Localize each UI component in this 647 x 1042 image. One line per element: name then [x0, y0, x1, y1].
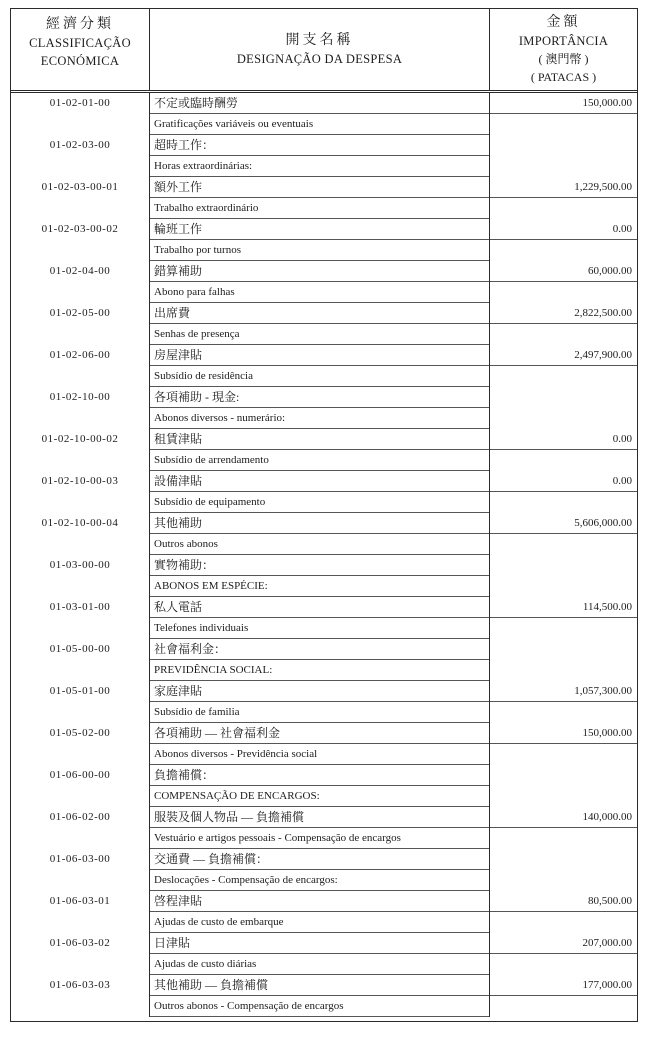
- amount-value: 5,606,000.00: [490, 513, 637, 534]
- amount-spacer: [490, 954, 637, 975]
- classification-code: 01-05-01-00: [49, 685, 111, 697]
- amount-value: [490, 387, 637, 408]
- classification-code: 01-02-03-00-02: [41, 223, 119, 235]
- designation-pt: COMPENSAÇÃO DE ENCARGOS:: [150, 786, 489, 807]
- header-amount-currency-zh: ( 澳門幣 ): [538, 52, 589, 66]
- expense-designation-cell: [149, 93, 490, 135]
- amount-value: 0.00: [490, 219, 637, 240]
- amount-value: 140,000.00: [490, 807, 637, 828]
- amount-value: 207,000.00: [490, 933, 637, 954]
- designation-zh: 設備津貼: [150, 471, 489, 492]
- designation-pt: Ajudas de custo diárias: [150, 954, 489, 975]
- designation-pt: Subsídio de arrendamento: [150, 450, 489, 471]
- amount-spacer: [490, 366, 637, 387]
- classification-code: 01-02-10-00-02: [41, 433, 119, 445]
- designation-pt: Gratificações variáveis ou eventuais: [150, 114, 489, 135]
- expense-designation-cell: [149, 513, 490, 555]
- header-classification-pt-2: ECONÓMICA: [40, 54, 120, 68]
- amount-spacer: [490, 786, 637, 807]
- amount-cell: [490, 681, 637, 723]
- expense-designation-cell: [149, 933, 490, 975]
- expense-designation-cell: [149, 261, 490, 303]
- amount-spacer: [490, 114, 637, 135]
- header-classification-zh: 經濟分類: [46, 17, 114, 32]
- designation-zh: 家庭津貼: [150, 681, 489, 702]
- amount-value: 1,229,500.00: [490, 177, 637, 198]
- table-row: [11, 429, 637, 471]
- amount-spacer: [490, 660, 637, 681]
- designation-zh: 日津貼: [150, 933, 489, 954]
- header-amount-pt: IMPORTÂNCIA: [518, 34, 609, 48]
- amount-cell: [490, 135, 637, 177]
- designation-pt: Abonos diversos - Previdência social: [150, 744, 489, 765]
- classification-code: 01-06-03-01: [49, 895, 111, 907]
- table-row: [11, 303, 637, 345]
- amount-spacer: [490, 534, 637, 555]
- amount-spacer: [490, 828, 637, 849]
- designation-pt: Horas extraordinárias:: [150, 156, 489, 177]
- amount-value: [490, 765, 637, 786]
- amount-value: 60,000.00: [490, 261, 637, 282]
- budget-table: [10, 8, 638, 1022]
- expense-designation-cell: [149, 177, 490, 219]
- amount-value: 150,000.00: [490, 723, 637, 744]
- amount-cell: [490, 807, 637, 849]
- header-classification-pt-1: CLASSIFICAÇÃO: [29, 36, 131, 50]
- designation-zh: 交通費 — 負擔補償：: [150, 849, 489, 870]
- expense-designation-cell: [149, 765, 490, 807]
- amount-value: 0.00: [490, 471, 637, 492]
- amount-cell: [490, 597, 637, 639]
- amount-spacer: [490, 156, 637, 177]
- expense-designation-cell: [149, 807, 490, 849]
- amount-cell: [490, 93, 637, 135]
- expense-designation-cell: [149, 219, 490, 261]
- designation-pt: Abono para falhas: [150, 282, 489, 303]
- designation-zh: 私人電話: [150, 597, 489, 618]
- table-row: [11, 723, 637, 765]
- amount-spacer: [490, 450, 637, 471]
- table-row: [11, 975, 637, 1017]
- amount-cell: [490, 555, 637, 597]
- amount-spacer: [490, 492, 637, 513]
- amount-value: 177,000.00: [490, 975, 637, 996]
- table-row: [11, 597, 637, 639]
- amount-spacer: [490, 744, 637, 765]
- classification-code: 01-06-00-00: [49, 769, 111, 781]
- amount-spacer: [490, 702, 637, 723]
- amount-cell: [490, 429, 637, 471]
- header-designation-zh: 開支名稱: [285, 33, 354, 48]
- designation-pt: Deslocações - Compensação de encargos:: [150, 870, 489, 891]
- expense-designation-cell: [149, 429, 490, 471]
- expense-designation-cell: [149, 849, 490, 891]
- amount-value: 0.00: [490, 429, 637, 450]
- expense-designation-cell: [149, 975, 490, 1017]
- classification-code: 01-03-00-00: [49, 559, 111, 571]
- classification-code: 01-02-01-00: [49, 97, 111, 109]
- amount-value: 1,057,300.00: [490, 681, 637, 702]
- expense-designation-cell: [149, 555, 490, 597]
- designation-zh: 額外工作: [150, 177, 489, 198]
- expense-designation-cell: [149, 303, 490, 345]
- classification-code: 01-02-10-00: [49, 391, 111, 403]
- designation-pt: Ajudas de custo de embarque: [150, 912, 489, 933]
- classification-code: 01-02-10-00-03: [41, 475, 119, 487]
- designation-pt: Outros abonos - Compensação de encargos: [150, 996, 489, 1017]
- amount-value: 114,500.00: [490, 597, 637, 618]
- designation-pt: Subsídio de familia: [150, 702, 489, 723]
- amount-spacer: [490, 198, 637, 219]
- amount-value: 2,497,900.00: [490, 345, 637, 366]
- amount-cell: [490, 219, 637, 261]
- designation-zh: 啓程津貼: [150, 891, 489, 912]
- table-row: [11, 765, 637, 807]
- designation-zh: 其他補助: [150, 513, 489, 534]
- amount-value: [490, 135, 637, 156]
- header-amount-currency-pt: ( PATACAS ): [530, 70, 597, 84]
- amount-spacer: [490, 282, 637, 303]
- designation-pt: Senhas de presença: [150, 324, 489, 345]
- designation-zh: 錯算補助: [150, 261, 489, 282]
- amount-value: [490, 639, 637, 660]
- designation-pt: Vestuário e artigos pessoais - Compensação de encargos: [150, 828, 489, 849]
- amount-cell: [490, 723, 637, 765]
- designation-pt: Trabalho extraordinário: [150, 198, 489, 219]
- designation-zh: 輪班工作: [150, 219, 489, 240]
- designation-pt: Outros abonos: [150, 534, 489, 555]
- classification-code: 01-02-03-00: [49, 139, 111, 151]
- table-row: [11, 639, 637, 681]
- amount-cell: [490, 933, 637, 975]
- classification-code: 01-06-03-02: [49, 937, 111, 949]
- header-expense-designation: [149, 9, 490, 90]
- designation-zh: 不定或臨時酬勞: [150, 93, 489, 114]
- designation-zh: 超時工作：: [150, 135, 489, 156]
- amount-value: [490, 849, 637, 870]
- amount-spacer: [490, 912, 637, 933]
- table-row: [11, 891, 637, 933]
- amount-cell: [490, 261, 637, 303]
- designation-zh: 實物補助：: [150, 555, 489, 576]
- designation-pt: Subsídio de residência: [150, 366, 489, 387]
- designation-zh: 社會福利金：: [150, 639, 489, 660]
- expense-designation-cell: [149, 387, 490, 429]
- designation-zh: 租賃津貼: [150, 429, 489, 450]
- amount-cell: [490, 975, 637, 1017]
- amount-cell: [490, 387, 637, 429]
- classification-code: 01-03-01-00: [49, 601, 111, 613]
- amount-cell: [490, 849, 637, 891]
- amount-spacer: [490, 870, 637, 891]
- classification-code: 01-06-02-00: [49, 811, 111, 823]
- classification-code: 01-02-05-00: [49, 307, 111, 319]
- table-row: [11, 345, 637, 387]
- designation-pt: PREVIDÊNCIA SOCIAL:: [150, 660, 489, 681]
- expense-designation-cell: [149, 723, 490, 765]
- classification-code: 01-02-10-00-04: [41, 517, 119, 529]
- table-body: [11, 93, 637, 1021]
- amount-cell: [490, 765, 637, 807]
- amount-spacer: [490, 240, 637, 261]
- amount-cell: [490, 639, 637, 681]
- designation-zh: 服裝及個人物品 — 負擔補償: [150, 807, 489, 828]
- designation-zh: 各項補助 - 現金:: [150, 387, 489, 408]
- designation-pt: Trabalho por turnos: [150, 240, 489, 261]
- amount-spacer: [490, 576, 637, 597]
- header-amount: [490, 9, 637, 90]
- table-row: [11, 849, 637, 891]
- amount-value: 2,822,500.00: [490, 303, 637, 324]
- amount-value: 150,000.00: [490, 93, 637, 114]
- classification-code: 01-02-04-00: [49, 265, 111, 277]
- table-row: [11, 177, 637, 219]
- expense-designation-cell: [149, 471, 490, 513]
- amount-spacer: [490, 618, 637, 639]
- classification-code: 01-06-03-00: [49, 853, 111, 865]
- header-amount-zh: 金額: [546, 15, 581, 30]
- classification-code: 01-06-03-03: [49, 979, 111, 991]
- designation-zh: 負擔補償：: [150, 765, 489, 786]
- header-designation-pt: DESIGNAÇÃO DA DESPESA: [236, 52, 403, 66]
- classification-code: 01-02-03-00-01: [41, 181, 119, 193]
- expense-designation-cell: [149, 345, 490, 387]
- amount-cell: [490, 891, 637, 933]
- amount-cell: [490, 513, 637, 555]
- amount-value: 80,500.00: [490, 891, 637, 912]
- expense-designation-cell: [149, 597, 490, 639]
- designation-zh: 出席費: [150, 303, 489, 324]
- table-row: [11, 807, 637, 849]
- table-row: [11, 681, 637, 723]
- designation-pt: Subsídio de equipamento: [150, 492, 489, 513]
- table-row: [11, 555, 637, 597]
- amount-spacer: [490, 408, 637, 429]
- amount-cell: [490, 471, 637, 513]
- designation-zh: 其他補助 — 負擔補償: [150, 975, 489, 996]
- classification-code: 01-05-02-00: [49, 727, 111, 739]
- table-row: [11, 471, 637, 513]
- designation-zh: 各項補助 — 社會福利金: [150, 723, 489, 744]
- classification-code: 01-02-06-00: [49, 349, 111, 361]
- table-row: [11, 93, 637, 135]
- amount-cell: [490, 303, 637, 345]
- header-economic-classification: [11, 9, 149, 90]
- expense-designation-cell: [149, 681, 490, 723]
- table-row: [11, 933, 637, 975]
- amount-spacer: [490, 996, 637, 1017]
- table-row: [11, 261, 637, 303]
- expense-designation-cell: [149, 135, 490, 177]
- amount-spacer: [490, 324, 637, 345]
- amount-cell: [490, 177, 637, 219]
- amount-cell: [490, 345, 637, 387]
- designation-pt: ABONOS EM ESPÉCIE:: [150, 576, 489, 597]
- designation-pt: Abonos diversos - numerário:: [150, 408, 489, 429]
- expense-designation-cell: [149, 891, 490, 933]
- table-row: [11, 135, 637, 177]
- table-row: [11, 219, 637, 261]
- designation-zh: 房屋津貼: [150, 345, 489, 366]
- classification-code: 01-05-00-00: [49, 643, 111, 655]
- designation-pt: Telefones individuais: [150, 618, 489, 639]
- table-row: [11, 513, 637, 555]
- amount-value: [490, 555, 637, 576]
- table-header: [11, 9, 637, 93]
- expense-designation-cell: [149, 639, 490, 681]
- table-row: [11, 387, 637, 429]
